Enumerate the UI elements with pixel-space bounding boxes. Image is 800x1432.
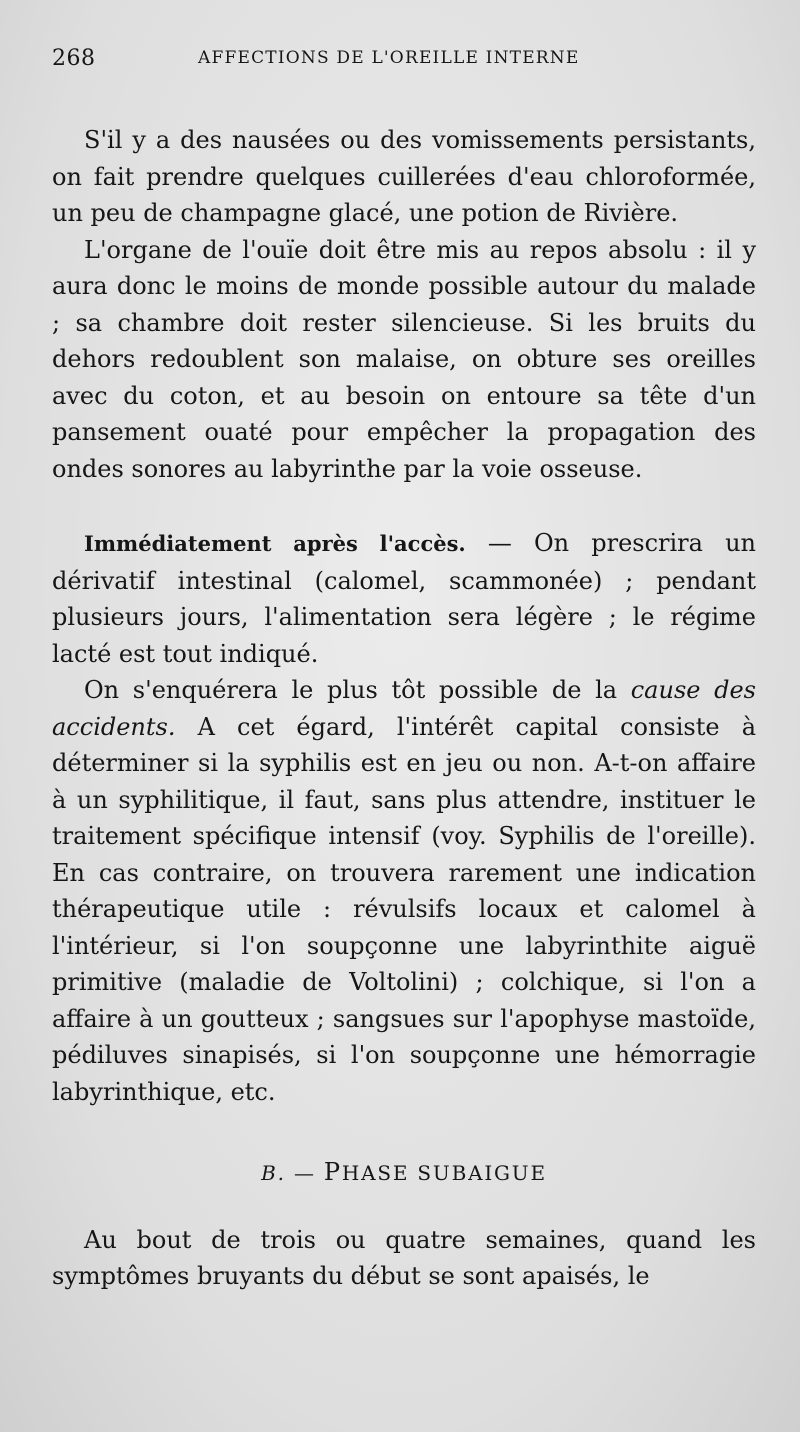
paragraph-cause-start: On s'enquérera le plus tôt possible de la [84, 676, 631, 704]
paragraph-subacute: Au bout de trois ou quatre semaines, quand les symptômes bruyants du début se sont apaisés, le [52, 1225, 756, 1290]
paragraph-spacer [52, 487, 756, 525]
section-heading [52, 1154, 756, 1192]
section-letter: B. [261, 1161, 286, 1185]
page-header [52, 36, 756, 76]
page-number: 268 [52, 46, 96, 71]
section-title-rest: HASE SUBAIGUE [341, 1161, 547, 1185]
body-text [52, 122, 756, 1295]
paragraph-cause-end: A cet égard, l'intérêt capital consiste à déterminer si la syphilis est en jeu ou non. A-t-on affaire à un syphilitique, il faut, sans plus attendre, instituer le traitement spécifique intensif (voy. Syphilis de l'oreille). En cas contraire, on trouvera rarement une indication thérapeutique utile : révulsifs locaux et calomel à l'intérieur, si l'on soupçonne une labyrinthite aiguë primitive (maladie de Voltolini) ; colchique, si l'on a affaire à un goutteux ; sangsues sur l'apophyse mastoïde, pédiluves sinapisés, si l'on soupçonne une hémorragie labyrinthique, etc. [52, 712, 756, 1106]
paragraph-cause-italic: cause des accidents. [52, 676, 756, 741]
paragraph-cause [52, 672, 756, 1110]
paragraph-after-attack-text: — On prescrira un dérivatif intestinal (calomel, scammonée) ; pendant plusieurs jours, l'alimentation sera légère ; le régime lacté est tout indiqué. [52, 529, 756, 668]
section-title-initial: P [323, 1158, 342, 1186]
paragraph-after-attack [52, 525, 756, 672]
paragraph-nausea: S'il y a des nausées ou des vomissements persistants, on fait prendre quelques cuillerées d'eau chloroformée, un peu de champagne glacé, une potion de Rivière. [52, 126, 756, 227]
running-title: AFFECTIONS DE L'OREILLE INTERNE [198, 48, 580, 68]
run-in-heading: Immédiatement après l'accès. [84, 531, 466, 556]
paragraph-hearing-rest: L'organe de l'ouïe doit être mis au repos absolu : il y aura donc le moins de monde possible autour du malade ; sa chambre doit rester silencieuse. Si les bruits du dehors redoublent son malaise, on obture ses oreilles avec du coton, et au besoin on entoure sa tête d'un pansement ouaté pour empêcher la propagation des ondes sonores au labyrinthe par la voie osseuse. [52, 235, 756, 483]
section-dash: — [285, 1161, 324, 1185]
